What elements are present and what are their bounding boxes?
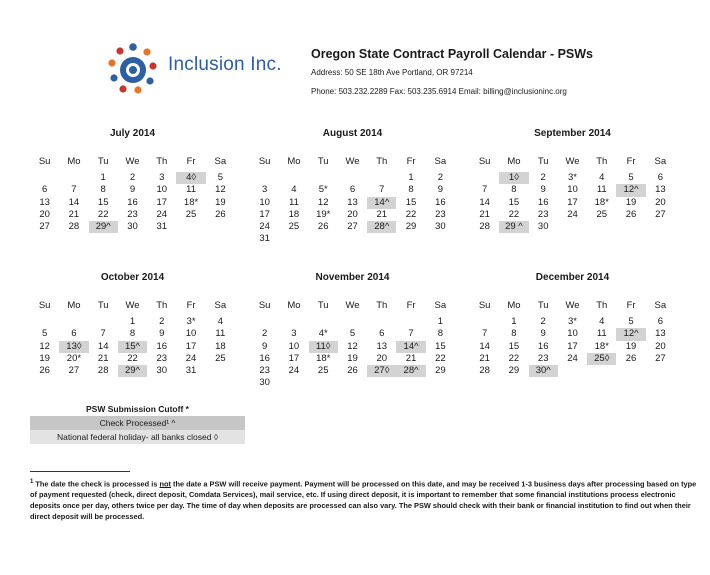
- day-cell: 18*: [594, 196, 609, 208]
- day-cell: 21: [479, 208, 490, 220]
- day-cell: 10: [567, 184, 578, 196]
- day-cell: 8: [511, 184, 517, 196]
- footnote-marker: 1: [30, 479, 34, 485]
- day-cell: 12: [215, 184, 226, 196]
- weekday-header: Th: [596, 300, 608, 311]
- day-cell: 9: [540, 328, 546, 340]
- day-cell: 15: [97, 196, 109, 208]
- day-cell: 21: [68, 208, 80, 220]
- day-cell: 6: [71, 328, 77, 340]
- empty-day-cell: [587, 221, 616, 233]
- day-cell: 16: [435, 196, 446, 208]
- day-cell: 15: [405, 196, 417, 208]
- weekday-header: We: [565, 300, 580, 311]
- empty-day-cell: [176, 221, 205, 233]
- day-cell: 24: [288, 364, 300, 376]
- weekday-header: Tu: [317, 156, 329, 167]
- day-cell: 16: [127, 196, 138, 208]
- day-cell: 14: [68, 196, 80, 208]
- day-cell: 10: [156, 184, 168, 196]
- day-cell: 30: [127, 220, 138, 232]
- day-cell: 10: [259, 196, 270, 208]
- day-cell: 12: [347, 340, 358, 352]
- day-cell: 3*: [568, 316, 577, 328]
- weekday-header: We: [345, 156, 360, 167]
- day-cell: 7: [408, 328, 414, 340]
- day-cell: 11: [596, 328, 607, 340]
- day-cell: 21: [97, 352, 109, 364]
- day-cell: 19: [347, 352, 358, 364]
- day-cell: 22: [97, 208, 109, 220]
- day-cell: 22: [127, 352, 138, 364]
- day-cell: 6: [379, 328, 385, 340]
- day-cell: 4: [217, 316, 223, 328]
- day-cell: 9: [129, 184, 136, 196]
- day-cell: 17: [288, 352, 300, 364]
- empty-day-cell: [309, 172, 338, 184]
- calendar-grid: [470, 156, 675, 233]
- day-cell: 8: [129, 328, 136, 340]
- weekday-header: Th: [156, 300, 168, 311]
- weekday-header: Th: [376, 300, 388, 311]
- calendar-grid: [250, 300, 455, 389]
- empty-day-cell: [470, 172, 499, 184]
- day-cell: 2: [159, 316, 165, 328]
- empty-day-cell: [367, 377, 396, 389]
- empty-day-cell: [279, 316, 308, 328]
- weekday-header: Fr: [186, 300, 196, 311]
- weekday-header: Tu: [537, 156, 549, 167]
- day-cell: 7: [379, 184, 385, 196]
- day-cell: 20: [347, 208, 358, 220]
- weekday-header: Tu: [97, 156, 109, 167]
- day-cell: 6: [657, 316, 663, 328]
- day-cell: 11: [186, 184, 196, 196]
- day-cell: 2: [129, 172, 136, 184]
- weekday-header: We: [125, 156, 140, 167]
- empty-day-cell: [396, 233, 425, 245]
- day-cell: 30^: [529, 365, 558, 377]
- day-cell: 13◊: [59, 341, 88, 353]
- day-cell: 8: [437, 328, 443, 340]
- empty-day-cell: [367, 172, 396, 184]
- day-cell: 8: [408, 184, 414, 196]
- day-cell: 2: [261, 328, 268, 340]
- weekday-header: We: [125, 300, 140, 311]
- day-cell: 3*: [568, 172, 577, 184]
- day-cell: 14: [479, 196, 490, 208]
- day-cell: 4◊: [176, 172, 205, 184]
- empty-day-cell: [30, 172, 59, 184]
- day-cell: 9: [261, 340, 268, 352]
- weekday-header: Fr: [626, 300, 636, 311]
- calendar-grid: [30, 300, 235, 377]
- day-cell: 15^: [118, 341, 147, 353]
- empty-day-cell: [250, 172, 279, 184]
- weekday-header: Sa: [214, 156, 227, 167]
- empty-day-cell: [250, 316, 279, 328]
- day-cell: 25◊: [587, 353, 616, 365]
- day-cell: 18*: [183, 196, 199, 208]
- day-cell: 18: [288, 208, 300, 220]
- day-cell: 3: [159, 172, 165, 184]
- day-cell: 19: [625, 196, 637, 208]
- day-cell: 14^: [396, 341, 425, 353]
- day-cell: 25: [215, 352, 226, 364]
- month-title: December 2014: [535, 272, 610, 283]
- empty-day-cell: [309, 233, 338, 245]
- day-cell: 7: [100, 328, 106, 340]
- day-cell: 25: [317, 364, 329, 376]
- day-cell: 30: [435, 220, 446, 232]
- day-cell: 12^: [616, 184, 645, 196]
- calendar-grid: [250, 156, 455, 245]
- day-cell: 10: [288, 340, 300, 352]
- weekday-header: Fr: [406, 156, 416, 167]
- logo-text: Inclusion Inc.: [168, 54, 282, 75]
- day-cell: 2: [437, 172, 443, 184]
- day-cell: 31: [259, 233, 270, 245]
- day-cell: 1◊: [499, 172, 528, 184]
- day-cell: 18*: [316, 352, 331, 364]
- day-cell: 27: [347, 220, 358, 232]
- footnote-text-before: The date the check is processed is: [33, 479, 160, 489]
- day-cell: 1: [408, 172, 414, 184]
- day-cell: 29^: [118, 365, 147, 377]
- empty-day-cell: [309, 377, 338, 389]
- day-cell: 5*: [318, 184, 328, 196]
- empty-day-cell: [470, 316, 499, 328]
- day-cell: 17: [567, 196, 578, 208]
- day-cell: 12: [317, 196, 329, 208]
- weekday-header: Tu: [537, 300, 549, 311]
- weekday-header: We: [565, 156, 580, 167]
- day-cell: 13: [376, 340, 388, 352]
- day-cell: 1: [129, 316, 136, 328]
- day-cell: 22: [508, 352, 520, 364]
- weekday-header: Mo: [287, 300, 301, 311]
- weekday-header: Su: [258, 300, 271, 311]
- day-cell: 25: [596, 208, 608, 220]
- day-cell: 4: [291, 184, 297, 196]
- day-cell: 18: [215, 340, 226, 352]
- weekday-header: Mo: [67, 300, 81, 311]
- empty-day-cell: [279, 377, 308, 389]
- calendar-grid: [30, 156, 235, 233]
- day-cell: 31: [185, 364, 197, 376]
- day-cell: 14: [479, 340, 490, 352]
- day-cell: 7: [71, 184, 77, 196]
- empty-day-cell: [279, 172, 308, 184]
- day-cell: 7: [481, 328, 488, 340]
- day-cell: 27: [655, 208, 666, 220]
- day-cell: 5: [349, 328, 356, 340]
- day-cell: 26: [625, 352, 637, 364]
- empty-day-cell: [206, 365, 235, 377]
- day-cell: 11: [215, 328, 226, 340]
- day-cell: 2: [540, 316, 546, 328]
- day-cell: 28: [68, 220, 80, 232]
- empty-day-cell: [338, 172, 367, 184]
- day-cell: 3: [291, 328, 297, 340]
- day-cell: 25: [185, 208, 197, 220]
- month-title: November 2014: [315, 272, 390, 283]
- weekday-header: Mo: [507, 156, 521, 167]
- empty-day-cell: [279, 233, 308, 245]
- weekday-header: Fr: [186, 156, 196, 167]
- day-cell: 12^: [616, 328, 645, 340]
- weekday-header: Th: [596, 156, 608, 167]
- day-cell: 15: [435, 340, 446, 352]
- day-cell: 10: [567, 328, 578, 340]
- empty-day-cell: [426, 233, 455, 245]
- weekday-header: Sa: [654, 156, 667, 167]
- day-cell: 1: [511, 316, 517, 328]
- footnote-divider: [30, 471, 130, 472]
- day-cell: 28: [479, 220, 490, 232]
- day-cell: 28: [479, 364, 490, 376]
- day-cell: 26: [625, 208, 637, 220]
- day-cell: 1: [100, 172, 106, 184]
- day-cell: 20: [655, 340, 666, 352]
- inclusion-logo-icon: [100, 40, 166, 96]
- day-cell: 14: [97, 340, 109, 352]
- day-cell: 14^: [367, 197, 396, 209]
- empty-day-cell: [646, 221, 675, 233]
- empty-day-cell: [59, 172, 88, 184]
- day-cell: 13: [655, 328, 666, 340]
- day-cell: 16: [156, 340, 168, 352]
- weekday-header: Su: [478, 156, 491, 167]
- day-cell: 23: [259, 364, 270, 376]
- empty-day-cell: [89, 316, 118, 328]
- month-title: October 2014: [100, 272, 165, 283]
- empty-day-cell: [558, 365, 587, 377]
- day-cell: 3*: [186, 316, 196, 328]
- day-cell: 9: [540, 184, 546, 196]
- day-cell: 9: [159, 328, 165, 340]
- day-cell: 26: [39, 364, 50, 376]
- day-cell: 31: [156, 220, 168, 232]
- footnote: [30, 477, 702, 523]
- day-cell: 24: [185, 352, 197, 364]
- weekday-header: Sa: [654, 300, 667, 311]
- day-cell: 19: [215, 196, 226, 208]
- day-cell: 16: [537, 340, 549, 352]
- month-title: July 2014: [109, 128, 156, 139]
- page-title: Oregon State Contract Payroll Calendar - PSWs: [311, 47, 594, 61]
- day-cell: 27: [655, 352, 666, 364]
- weekday-header: Mo: [287, 156, 301, 167]
- day-cell: 1: [437, 316, 443, 328]
- day-cell: 28: [97, 364, 109, 376]
- day-cell: 20: [655, 196, 666, 208]
- day-cell: 29: [435, 364, 446, 376]
- day-cell: 17: [259, 208, 270, 220]
- day-cell: 11: [596, 184, 607, 196]
- empty-day-cell: [558, 221, 587, 233]
- day-cell: 2: [540, 172, 546, 184]
- legend-holiday: National federal holiday- all banks closed ◊: [30, 430, 245, 444]
- weekday-header: Tu: [317, 300, 329, 311]
- empty-day-cell: [309, 316, 338, 328]
- day-cell: 11: [288, 196, 299, 208]
- day-cell: 16: [259, 352, 270, 364]
- day-cell: 29^: [89, 221, 118, 233]
- day-cell: 27: [39, 220, 50, 232]
- day-cell: 26: [317, 220, 329, 232]
- day-cell: 6: [41, 184, 48, 196]
- day-cell: 29 ^: [499, 221, 528, 233]
- day-cell: 4*: [318, 328, 328, 340]
- day-cell: 10: [185, 328, 197, 340]
- day-cell: 6: [657, 172, 663, 184]
- weekday-header: Fr: [626, 156, 636, 167]
- day-cell: 23: [435, 208, 446, 220]
- day-cell: 5: [41, 328, 48, 340]
- empty-day-cell: [646, 365, 675, 377]
- day-cell: 21: [405, 352, 417, 364]
- weekday-header: Sa: [434, 156, 447, 167]
- day-cell: 9: [437, 184, 443, 196]
- day-cell: 29: [405, 220, 417, 232]
- day-cell: 13: [347, 196, 358, 208]
- day-cell: 28^: [367, 221, 396, 233]
- day-cell: 22: [405, 208, 417, 220]
- day-cell: 20: [39, 208, 50, 220]
- legend-check-processed: Check Processed¹ ^: [30, 416, 245, 430]
- weekday-header: Su: [38, 156, 51, 167]
- day-cell: 19: [625, 340, 637, 352]
- day-cell: 5: [628, 172, 634, 184]
- footnote-not-word: not: [159, 479, 171, 489]
- day-cell: 30: [259, 377, 270, 389]
- day-cell: 5: [628, 316, 634, 328]
- day-cell: 8: [100, 184, 106, 196]
- day-cell: 15: [508, 340, 520, 352]
- day-cell: 13: [655, 184, 666, 196]
- day-cell: 7: [481, 184, 488, 196]
- day-cell: 26: [215, 208, 226, 220]
- day-cell: 17: [156, 196, 168, 208]
- contact-line: Phone: 503.232.2289 Fax: 503.235.6914 Email: billing@inclusioninc.org: [311, 87, 567, 96]
- day-cell: 24: [567, 352, 578, 364]
- day-cell: 15: [508, 196, 520, 208]
- day-cell: 19*: [316, 208, 331, 220]
- address-line: Address: 50 SE 18th Ave Portland, OR 97214: [311, 68, 473, 77]
- empty-day-cell: [30, 316, 59, 328]
- weekday-header: Th: [156, 156, 168, 167]
- weekday-header: Su: [478, 300, 491, 311]
- empty-day-cell: [338, 316, 367, 328]
- empty-day-cell: [616, 365, 645, 377]
- day-cell: 20: [376, 352, 388, 364]
- day-cell: 18*: [594, 340, 609, 352]
- day-cell: 11◊: [309, 341, 338, 353]
- day-cell: 27: [68, 364, 80, 376]
- month-title: August 2014: [322, 128, 383, 139]
- calendar-grid: [470, 300, 675, 377]
- day-cell: 24: [259, 220, 270, 232]
- day-cell: 4: [599, 316, 605, 328]
- month-title: September 2014: [534, 128, 611, 139]
- day-cell: 23: [537, 208, 549, 220]
- day-cell: 30: [156, 364, 168, 376]
- weekday-header: We: [345, 300, 360, 311]
- empty-day-cell: [338, 233, 367, 245]
- day-cell: 21: [479, 352, 490, 364]
- day-cell: 8: [511, 328, 517, 340]
- footnote-text-after: the date a PSW will receive payment. Payment will be processed on this date, and may be received 1-3 business days after processing based on type of payment requested (check, direct deposit, Comdata Services), mail service, etc. If using direct deposit, it is important to remember that some financial institutions process electronic deposits once per day, others twice per day. The time of day when deposits are processed can also vary. The PSW should check with their bank or financial institution to find out when their direct deposit will be processed.: [30, 479, 697, 521]
- empty-day-cell: [367, 316, 396, 328]
- empty-day-cell: [396, 316, 425, 328]
- day-cell: 6: [349, 184, 356, 196]
- day-cell: 20*: [66, 352, 82, 364]
- day-cell: 28^: [396, 365, 425, 377]
- day-cell: 21: [376, 208, 388, 220]
- weekday-header: Mo: [67, 156, 81, 167]
- day-cell: 23: [537, 352, 549, 364]
- empty-day-cell: [206, 221, 235, 233]
- day-cell: 4: [599, 172, 605, 184]
- weekday-header: Sa: [214, 300, 227, 311]
- weekday-header: Fr: [406, 300, 416, 311]
- day-cell: 3: [261, 184, 268, 196]
- day-cell: 27◊: [367, 365, 396, 377]
- legend-cutoff: PSW Submission Cutoff *: [86, 404, 189, 414]
- day-cell: 16: [537, 196, 549, 208]
- empty-day-cell: [338, 377, 367, 389]
- day-cell: 22: [435, 352, 446, 364]
- day-cell: 26: [347, 364, 358, 376]
- weekday-header: Mo: [507, 300, 521, 311]
- day-cell: 17: [567, 340, 578, 352]
- day-cell: 17: [185, 340, 197, 352]
- legend: [30, 402, 245, 444]
- day-cell: 22: [508, 208, 520, 220]
- empty-day-cell: [59, 316, 88, 328]
- empty-day-cell: [587, 365, 616, 377]
- day-cell: 12: [39, 340, 50, 352]
- day-cell: 29: [508, 364, 520, 376]
- empty-day-cell: [367, 233, 396, 245]
- day-cell: 19: [39, 352, 50, 364]
- weekday-header: Tu: [97, 300, 109, 311]
- day-cell: 24: [156, 208, 168, 220]
- weekday-header: Sa: [434, 300, 447, 311]
- weekday-header: Su: [258, 156, 271, 167]
- day-cell: 30: [537, 220, 549, 232]
- day-cell: 23: [156, 352, 168, 364]
- weekday-header: Su: [38, 300, 51, 311]
- day-cell: 13: [39, 196, 50, 208]
- day-cell: 5: [217, 172, 223, 184]
- day-cell: 24: [567, 208, 578, 220]
- day-cell: 25: [288, 220, 300, 232]
- day-cell: 23: [127, 208, 138, 220]
- empty-day-cell: [426, 377, 455, 389]
- weekday-header: Th: [376, 156, 388, 167]
- empty-day-cell: [616, 221, 645, 233]
- empty-day-cell: [396, 377, 425, 389]
